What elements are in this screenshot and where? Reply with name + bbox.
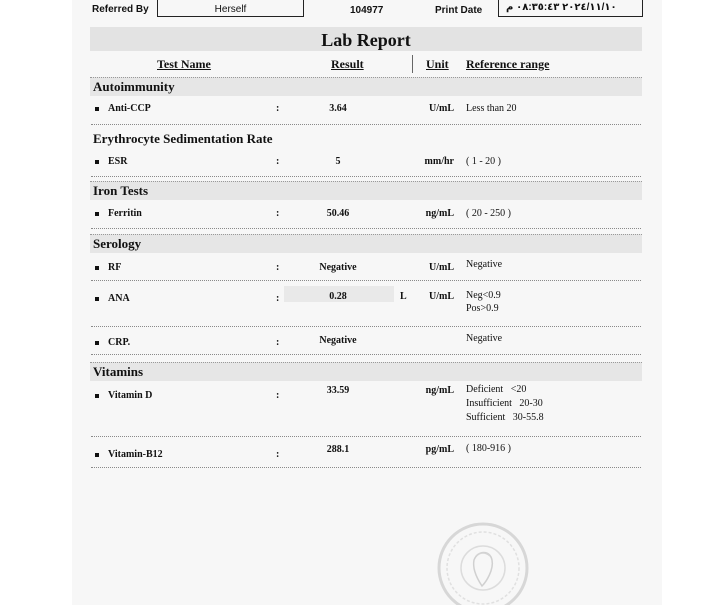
- unit-esr: mm/hr: [424, 156, 454, 167]
- result-esr: 5: [335, 156, 341, 167]
- bullet-icon: [95, 212, 99, 216]
- section-title-serology: Serology: [93, 236, 142, 251]
- result-ferritin: 50.46: [326, 208, 350, 219]
- result-crp: Negative: [319, 335, 357, 346]
- test-name-crp: CRP.: [108, 337, 131, 348]
- row-divider: [91, 176, 641, 177]
- separator-colon: :: [276, 337, 280, 348]
- section-title-autoimmunity: Autoimmunity: [93, 79, 175, 94]
- test-name-anti-ccp: Anti-CCP: [108, 103, 151, 114]
- row-divider: [91, 467, 641, 468]
- test-name-ana: ANA: [108, 293, 130, 304]
- print-date-value: ٢٠٢٤/١١/١٠ ٠٨:٣٥:٤٣ م: [506, 2, 617, 13]
- result-vitamin-b12: 288.1: [326, 444, 350, 455]
- ref-vitamin-d-sufficient: Sufficient 30-55.8: [466, 412, 544, 423]
- file-number: 104977: [350, 5, 384, 16]
- bullet-icon: [95, 453, 99, 457]
- row-divider: [91, 354, 641, 355]
- bullet-icon: [95, 266, 99, 270]
- section-title-iron: Iron Tests: [93, 183, 149, 198]
- bullet-icon: [95, 107, 99, 111]
- ref-vitamin-d-insufficient: Insufficient 20-30: [466, 398, 543, 409]
- ref-vitamin-b12: ( 180-916 ): [466, 443, 511, 454]
- result-ana: 0.28: [329, 291, 347, 302]
- col-result: Result: [331, 57, 364, 71]
- test-name-ferritin: Ferritin: [108, 208, 142, 219]
- print-date-label: Print Date: [435, 5, 483, 16]
- section-band-iron: [90, 181, 642, 200]
- separator-colon: :: [276, 208, 280, 219]
- ref-ferritin: ( 20 - 250 ): [466, 208, 511, 219]
- ref-anti-ccp: Less than 20: [466, 103, 517, 114]
- referred-by-value: Herself: [214, 4, 247, 15]
- row-divider: [91, 280, 641, 281]
- unit-ana: U/mL: [429, 291, 454, 302]
- unit-rf: U/mL: [429, 262, 454, 273]
- ref-esr: ( 1 - 20 ): [466, 156, 501, 167]
- bullet-icon: [95, 297, 99, 301]
- section-title-esr: Erythrocyte Sedimentation Rate: [93, 131, 273, 146]
- test-name-vitamin-b12: Vitamin-B12: [108, 449, 163, 460]
- bullet-icon: [95, 394, 99, 398]
- ref-rf: Negative: [466, 259, 503, 270]
- ref-crp: Negative: [466, 333, 503, 344]
- ref-vitamin-d-deficient: Deficient <20: [466, 384, 527, 395]
- result-anti-ccp: 3.64: [329, 103, 347, 114]
- separator-colon: :: [276, 293, 280, 304]
- col-unit: Unit: [426, 57, 449, 71]
- separator-colon: :: [276, 156, 280, 167]
- test-name-vitamin-d: Vitamin D: [108, 390, 153, 401]
- bullet-icon: [95, 160, 99, 164]
- row-divider: [91, 124, 641, 125]
- ref-ana-neg: Neg<0.9: [466, 290, 501, 301]
- result-vitamin-d: 33.59: [326, 385, 350, 396]
- separator-colon: :: [276, 262, 280, 273]
- flag-ana-low: L: [400, 291, 407, 302]
- unit-ferritin: ng/mL: [425, 208, 454, 219]
- col-test-name: Test Name: [157, 57, 211, 71]
- col-reference: Reference range: [466, 57, 550, 71]
- section-band-vitamins: [90, 362, 642, 381]
- result-rf: Negative: [319, 262, 357, 273]
- ref-ana-pos: Pos>0.9: [466, 303, 499, 314]
- separator-colon: :: [276, 449, 280, 460]
- report-title: Lab Report: [321, 30, 411, 50]
- referred-by-label: Referred By: [92, 4, 149, 15]
- separator-colon: :: [276, 103, 280, 114]
- section-band-serology: [90, 234, 642, 253]
- row-divider: [91, 326, 641, 327]
- unit-anti-ccp: U/mL: [429, 103, 454, 114]
- test-name-esr: ESR: [108, 156, 128, 167]
- unit-vitamin-b12: pg/mL: [425, 444, 454, 455]
- separator-colon: :: [276, 390, 280, 401]
- section-title-vitamins: Vitamins: [93, 364, 144, 379]
- unit-vitamin-d: ng/mL: [425, 385, 454, 396]
- row-divider: [91, 436, 641, 437]
- watermark-seal-icon: [428, 508, 538, 605]
- bullet-icon: [95, 341, 99, 345]
- col-divider: [412, 55, 413, 73]
- row-divider: [91, 228, 641, 229]
- test-name-rf: RF: [108, 262, 122, 273]
